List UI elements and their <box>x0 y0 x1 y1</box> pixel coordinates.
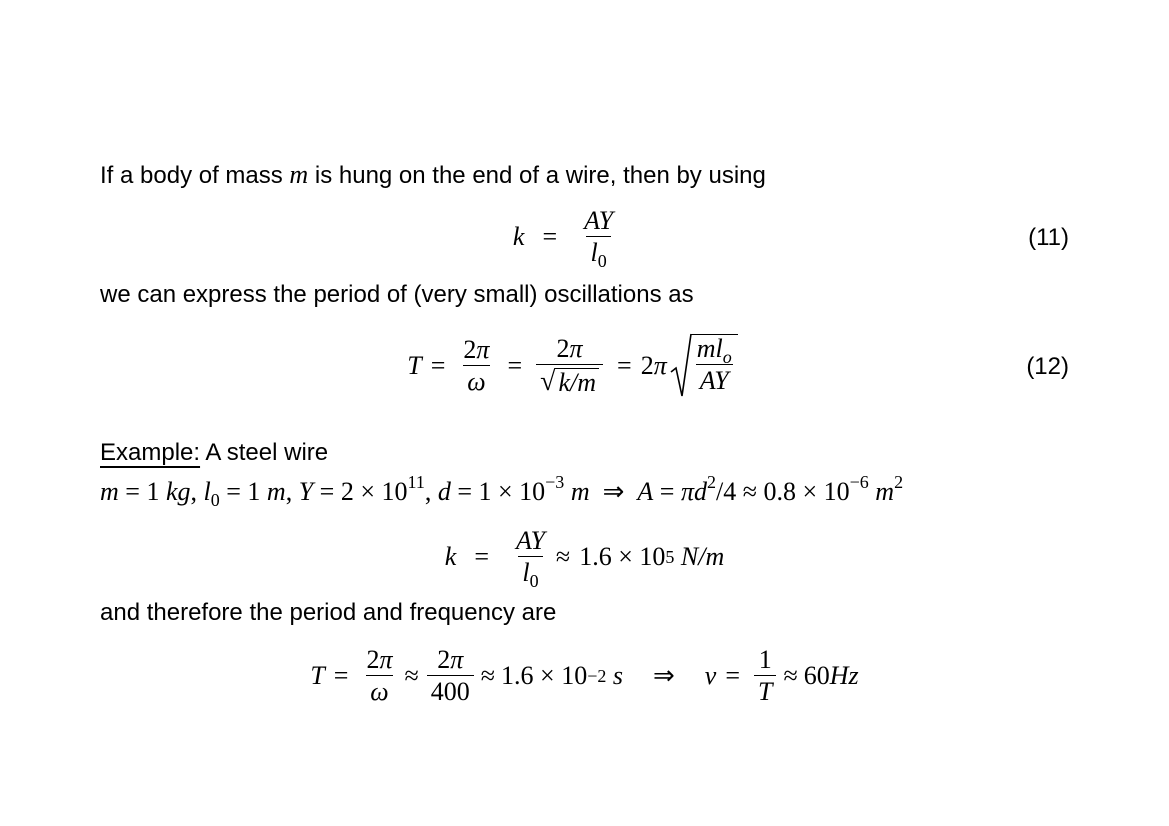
intro-text-start: If a body of mass <box>100 162 290 189</box>
radical-sign-icon <box>670 332 692 400</box>
equation-12: T = $\frac{2\pi}{\omega}$ = 2π √ k/m = 2π $\frac{ml_o}{AY}$ <box>0 330 1169 402</box>
paragraph-example <box>100 439 328 467</box>
equation-number-11: (11) <box>1028 224 1069 251</box>
intro-text-end: is hung on the end of a wire, then by using <box>308 162 766 189</box>
example-parameters: m = 1 kg, $l_0 = 1$ m, $Y = 2 \times 10^{11}$, $d = 1 \times 10^{-3}$ m ⇒ $A = \pi d^2/4 \approx 0.8 \times 10^{-6}$ $m^2$ <box>100 472 904 510</box>
paragraph-period-frequency: and therefore the period and frequency are <box>100 599 557 626</box>
paragraph-period: we can express the period of (very small) oscillations as <box>100 281 694 308</box>
equation-11: k = $\frac{AY}{l_0}$ <box>512 206 614 271</box>
example-label: Example: <box>100 439 201 466</box>
equation-period-frequency: T = $\frac{2\pi}{\omega}$ ≈ $\frac{2\pi}{400}$ ≈ 1.6 × 10 −2 s ⇒ ν = $\frac{1}{T}$ ≈ 60 Hz <box>310 645 859 706</box>
paragraph-intro <box>100 161 766 190</box>
mass-variable: m <box>289 160 309 189</box>
equation-stiffness-value: k = $\frac{AY}{l_0}$ ≈ 1.6 × 10 5 N/m <box>444 526 725 591</box>
equation-number-12: (12) <box>1026 353 1069 380</box>
example-text: A steel wire <box>200 439 329 466</box>
